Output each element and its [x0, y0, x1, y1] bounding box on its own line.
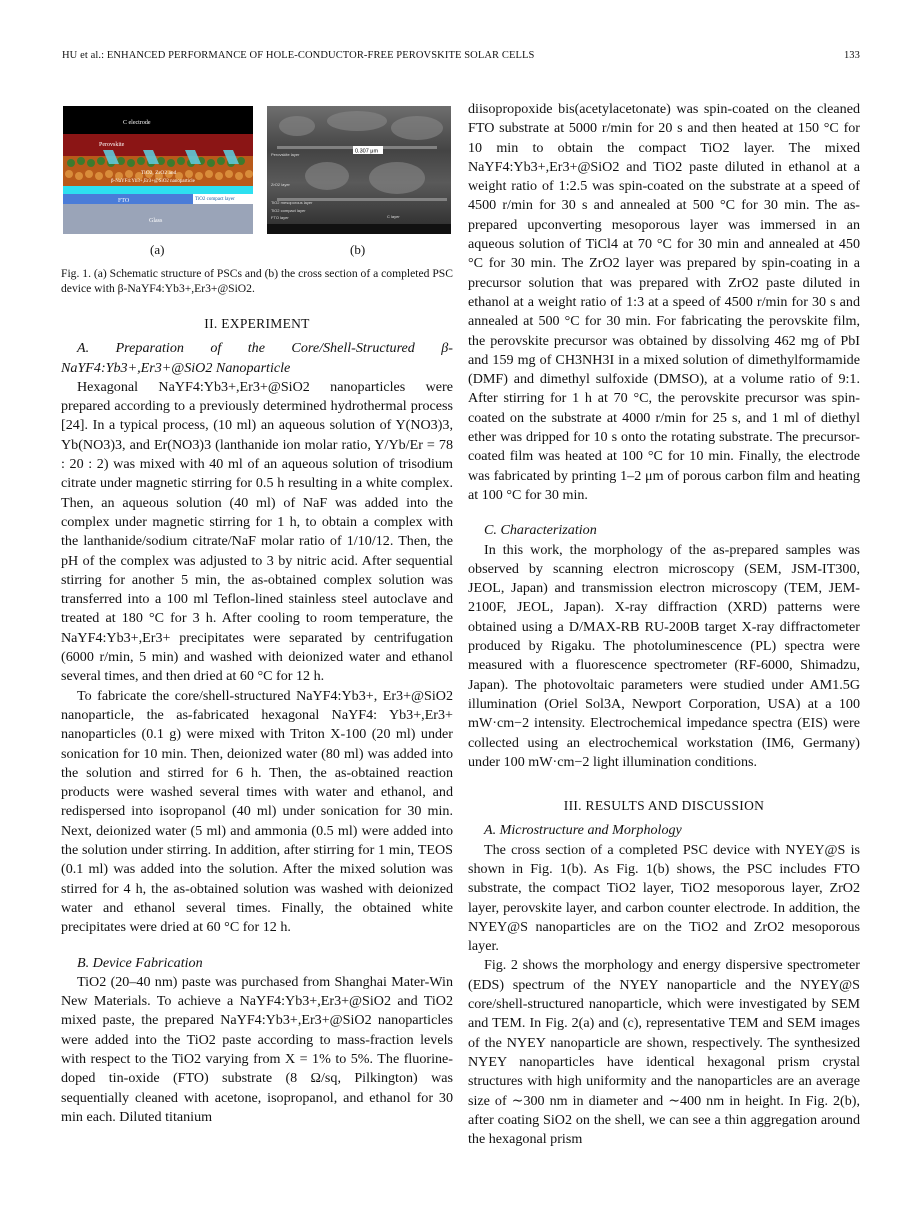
- meso-label-1: TiO2, ZrO2 and: [141, 170, 177, 176]
- c-electrode-layer: [63, 106, 253, 134]
- sem-label-1: Perovskite layer: [271, 152, 300, 157]
- page-number: 133: [843, 50, 860, 61]
- subsection-heading: A. Preparation of the Core/Shell-Structured β-NaYF4:Yb3+,Er3+@SiO2 Nanoparticle: [61, 340, 453, 376]
- c-electrode-label: C electrode: [123, 120, 151, 126]
- perovskite-label: Perovskite: [99, 142, 125, 148]
- section-heading: II. EXPERIMENT: [204, 316, 310, 331]
- sem-label-4: TiO2 compact layer: [271, 208, 306, 213]
- sem-image: [267, 106, 451, 234]
- paragraph: The cross section of a completed PSC device with NYEY@S is shown in Fig. 1(b). As Fig. 1(b) shows, the PSC includes FTO substrate, the compact TiO2 layer, TiO2 mesoporous layer, ZrO2 layer, perovskite layer, and carbon counter electrode. In addition, the NYEY@S nanoparticles are on the TiO2 and ZrO2 mesoporous layer.: [468, 841, 860, 955]
- figure-caption: Fig. 1. (a) Schematic structure of PSCs and (b) the cross section of a completed PSC device with β-NaYF4:Yb3+,Er3+@SiO2.: [61, 267, 453, 295]
- sem-label-3: TiO2 mesoporous layer: [271, 200, 313, 205]
- figure-label-a: (a): [150, 242, 165, 257]
- sem-label-2: ZrO2 layer: [271, 182, 290, 187]
- subsection-heading: C. Characterization: [484, 522, 597, 539]
- right-column: [468, 100, 860, 1149]
- paragraph: In this work, the morphology of the as-prepared samples was observed by scanning electron microscopy (SEM, JSM-IT300, JEOL, Japan) and transmission electron microscopy (TEM, JEM-2100F, JEOL, Japan). X-ray diffraction (XRD) patterns were obtained using a D/MAX-RB RU-200B target X-ray diffractometer produced by Rigaku. The photoluminescence (PL) spectra were measured with a fluorescence spectrometer (RF-6000, Shimadzu, Japan). The photovoltaic parameters were studied under AM1.5G illumination (Oriel Sol3A, Newport Corporation, USA) at a 100 mW·cm−2 intensity. Electrochemical impedance spectra (EIS) were collected using an electrochemical workstation (IM6, Germany) under 100 mW·cm−2 light illumination conditions.: [468, 541, 860, 770]
- compact-label: TiO2 compact layer: [195, 197, 235, 202]
- schematic-figure: [63, 106, 253, 234]
- paragraph: Fig. 2 shows the morphology and energy dispersive spectrometer (EDS) spectrum of the NYEY nanoparticle and the NYEY@S core/shell-structured nanoparticle, which were investigated by SEM and TEM. In Fig. 2(a) and (c), representative TEM and SEM images of the NYEY nanoparticle are shown, respectively. The synthesized NYEY nanoparticles have identical hexagonal prism crystal structures with high uniformity and the nanoparticles are an average size of ∼300 nm in diameter and ∼400 nm in height. In Fig. 2(b), after coating SiO2 on the shell, we can see a thin aggregation around the hexagonal prism: [468, 957, 860, 1148]
- sem-label-6: C layer: [387, 214, 400, 219]
- subsection-heading: A. Microstructure and Morphology: [484, 822, 682, 839]
- section-heading: III. RESULTS AND DISCUSSION: [563, 798, 765, 814]
- meso-label-2: β-NaYF4:Yb3+,Er3+@SiO2 nanoparticle: [111, 179, 195, 184]
- paragraph: diisopropoxide bis(acetylacetonate) was spin-coated on the cleaned FTO substrate at 5000 r/min for 20 s and then heated at 150 °C for 10 min to obtain the compact TiO2 layer. The mixed NaYF4:Yb3+,Er3+@SiO2 and TiO2 paste diluted in ethanol at a weight ratio of 1:2.5 was spin-coated on the substrate at a speed of 4500 r/min for 30 s and annealed at 500 °C for 30 min. The as-prepared upconverting mesoporous layer was immersed in an aqueous solution of TiCl4 at 70 °C for 30 min and annealed at 450 °C for 30 min. The ZrO2 layer was prepared by spin-coating in a precursor solution that was prepared with ZrO2 paste diluted in ethanol at a weight ratio of 1:3 at a speed of 4500 r/min for 30 s and annealed at 500 °C for 30 min. For fabricating the perovskite film, the perovskite precursor was obtained by dissolving 462 mg of PbI and 159 mg of CH3NH3I in a mixed solution of dimethylformamide (DMF) and dimethyl sulfoxide (DMSO), at a volume ratio of 9:1. After stirring for 1 h at 70 °C, the perovskite precursor was spin-coated on the substrate at 4000 r/min for 25 s, and 1 ml of diethyl ether was dripped for 10 s onto the rotating substrate. The precursor-coated film was heated at 100 °C for 10 min. Finally, the electrode was fabricated by printing 1–2 μm of porous carbon film and heating at 100 °C for 30 min.: [468, 101, 860, 503]
- paragraph: TiO2 (20–40 nm) paste was purchased from Shanghai Mater-Win New Materials. To achieve a NaYF4:Yb3+,Er3+@SiO2 and TiO2 mixed paste, the prepared NaYF4:Yb3+,Er3+@SiO2 nanoparticles were added into the TiO2 paste according to mass-fraction levels with respect to the TiO2 varying from X = 1% to 5%. The fluorine-doped tin-oxide (FTO) substrate (8 Ω/sq, Pilkington) was sequentially cleaned with acetone, isopropanol, and ethanol for 30 min each. Diluted titanium: [61, 973, 453, 1125]
- running-title: HU et al.: ENHANCED PERFORMANCE OF HOLE-CONDUCTOR-FREE PEROVSKITE SOLAR CELLS: [62, 50, 535, 61]
- scale-label: 0.307 μm: [355, 148, 379, 155]
- fto-label: FTO: [118, 198, 130, 204]
- subsection-heading: B. Device Fabrication: [77, 954, 203, 971]
- left-column: [61, 100, 453, 1127]
- figure-label-b: (b): [350, 242, 366, 257]
- paragraph: Hexagonal NaYF4:Yb3+,Er3+@SiO2 nanoparticles were prepared according to a previously determined hydrothermal process [24]. In a typical process, (10 ml) an aqueous solution of Y(NO3)3, Yb(NO3)3, and Er(NO3)3 (lanthanide ion molar ratio, Y/Yb/Er = 78 : 20 : 2) was mixed with 40 ml of an aqueous solution of trisodium citrate under magnetic stirring for 0.5 h resulting in a white complex. Then, an aqueous solution (40 ml) of NaF was added into the complex under magnetic stirring for 1 h, to obtain a complex with the lanthanide/sodium citrate/NaF molar ratio of 1/10/12. Then, the pH of the complex was adjusted to 3 by nitric acid. After sequential stirring for another 5 min, the as-obtained complex solution was transferred into a 100 ml Teflon-lined stainless steel autoclave and treated at 180 °C for 3 h. After cooling to room temperature, the NaYF4:Yb3+,Er3+ precipitates were separated by centrifugation (6000 r/min, 5 min) and washed with deionized water and ethanol several times, and then dried at 60 °C for 12 h.: [61, 378, 453, 685]
- glass-label: Glass: [149, 218, 163, 224]
- compact-layer: [63, 186, 253, 194]
- paragraph: To fabricate the core/shell-structured NaYF4:Yb3+, Er3+@SiO2 nanoparticle, the as-fabricated hexagonal NaYF4: Yb3+,Er3+ nanoparticles (0.1 g) were mixed with Triton X-100 (20 ml) under sonication for 10 min. Then, deionized water (80 ml) was added into the solution and stirred for 6 h. Then, the as-obtained reaction products were washed several times with water and ethanol, and redispersed into isopropanol (40 ml) under sonication for 30 min. Next, deionized water (5 ml) and ammonia (0.5 ml) were added into the solution under stirring. In addition, after stirring for 1 min, TEOS (0.1 ml) was added into the solution. After the mixed solution was stirred for 4 h, the as-obtained solution was washed with deionized water and ethanol several times. Finally, the obtained white precipitates were dried at 60 °C for 12 h.: [61, 687, 453, 936]
- sem-label-5: FTO layer: [271, 215, 289, 220]
- figure-1: [61, 100, 453, 257]
